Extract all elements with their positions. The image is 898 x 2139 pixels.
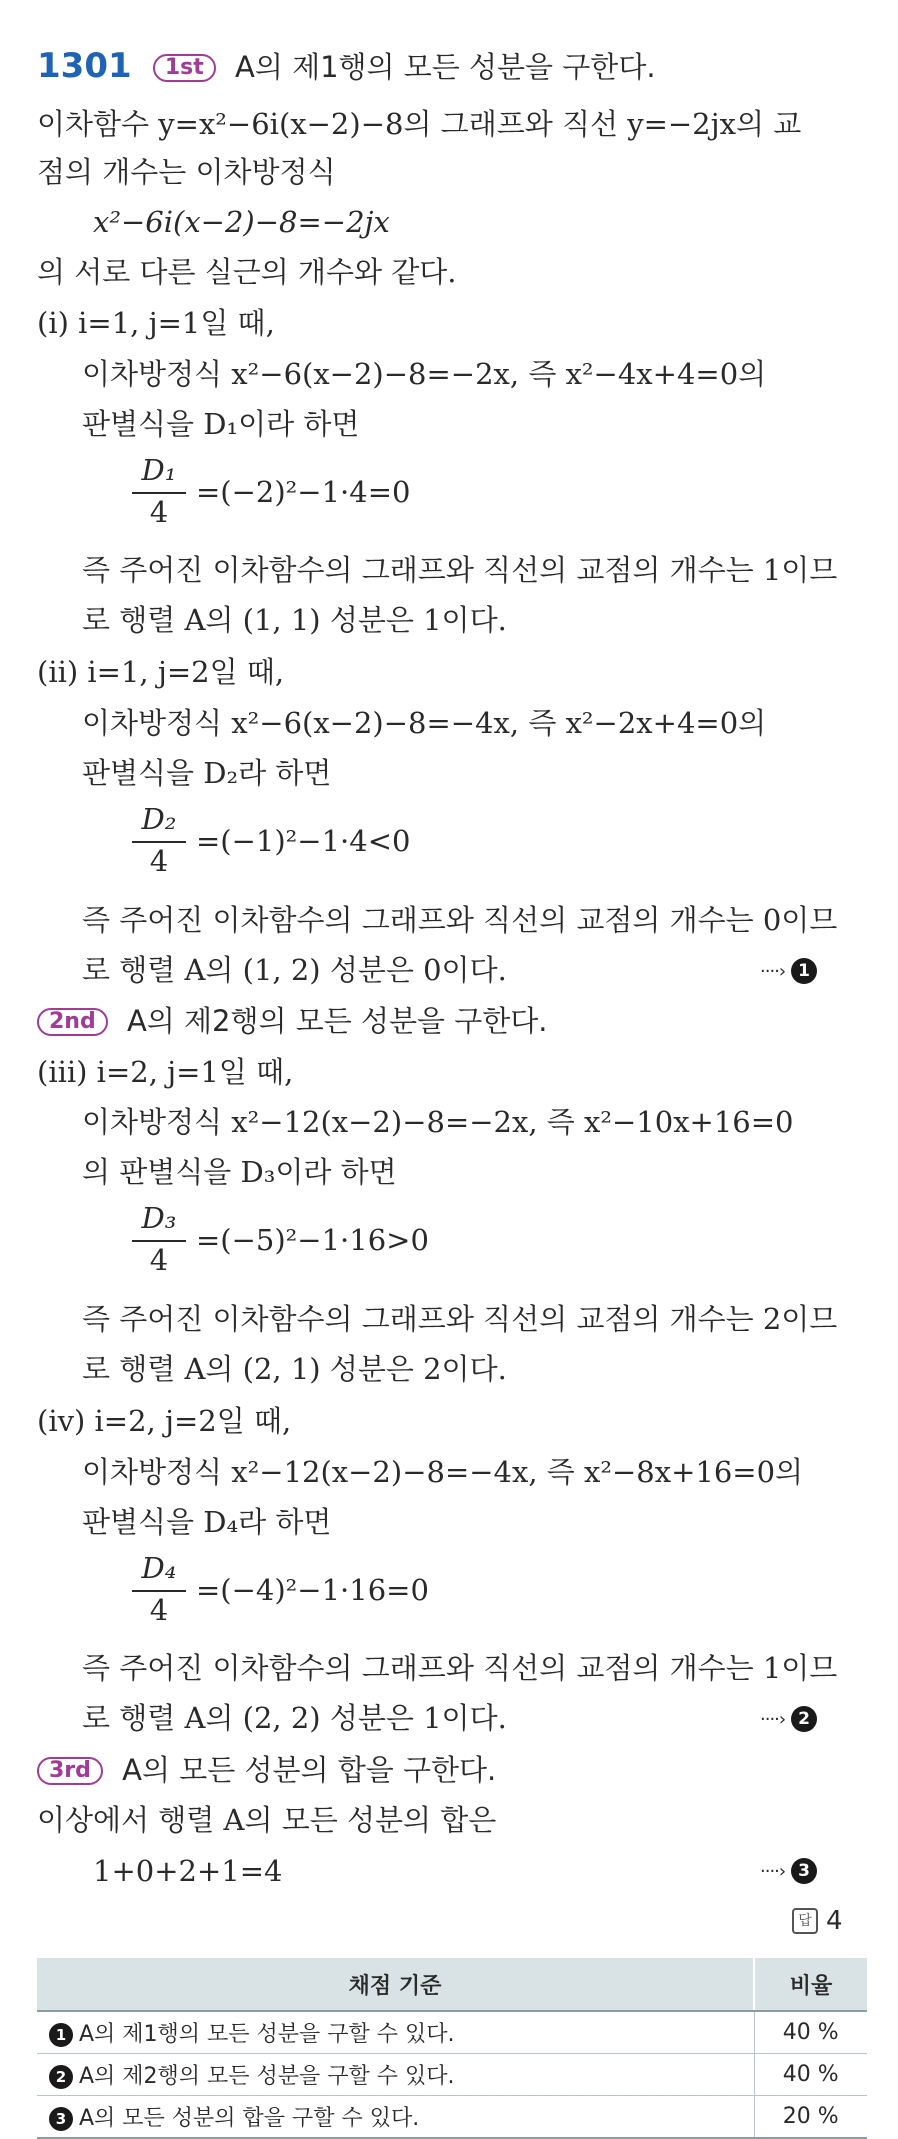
case-4-heading: (ⅳ) i=2, j=2일 때, xyxy=(37,1404,292,1438)
ratio-cell: 40 % xyxy=(754,2054,867,2096)
text-line: 이차방정식 x²−6(x−2)−8=−2x, 즉 x²−4x+4=0의 xyxy=(82,357,767,391)
ratio-cell: 20 % xyxy=(754,2096,867,2139)
answer-value: 4 xyxy=(826,1906,843,1936)
problem-number: 1301 xyxy=(37,46,132,86)
circled-number-icon: 2 xyxy=(49,2065,73,2089)
circled-number-icon: 1 xyxy=(49,2023,73,2047)
case-2-heading: (ⅱ) i=1, j=2일 때, xyxy=(37,655,285,689)
equation-rest: =(−2)²−1·4=0 xyxy=(196,475,411,509)
fraction-denominator: 4 xyxy=(149,1243,169,1277)
step1-badge: 1st xyxy=(153,54,216,82)
table-row xyxy=(37,2054,867,2096)
arrow-icon: ····› xyxy=(760,961,786,982)
fraction-denominator: 4 xyxy=(149,495,169,529)
header-criterion: 채점 기준 xyxy=(37,1958,754,2011)
text-line: 이차함수 y=x²−6i(x−2)−8의 그래프와 직선 y=−2jx의 교 xyxy=(37,107,802,141)
text-line: 점의 개수는 이차방정식 xyxy=(37,155,336,189)
step2-badge: 2nd xyxy=(37,1008,108,1036)
text-line: 판별식을 D₂라 하면 xyxy=(82,756,332,790)
ratio-cell: 40 % xyxy=(754,2011,867,2054)
text-line: 즉 주어진 이차함수의 그래프와 직선의 교점의 개수는 1이므 xyxy=(82,1651,838,1685)
answer-icon: 답 xyxy=(792,1908,818,1934)
text-line: 즉 주어진 이차함수의 그래프와 직선의 교점의 개수는 1이므 xyxy=(82,553,838,587)
step2-header xyxy=(37,1001,548,1041)
case-1-heading: (ⅰ) i=1, j=1일 때, xyxy=(37,306,275,340)
text-line: 이차방정식 x²−12(x−2)−8=−4x, 즉 x²−8x+16=0의 xyxy=(82,1455,804,1489)
step3-header xyxy=(37,1750,496,1790)
circled-number-icon: 2 xyxy=(791,1706,817,1732)
table-row xyxy=(37,2096,867,2139)
step-marker-3 xyxy=(760,1858,817,1884)
circled-number-icon: 1 xyxy=(791,958,817,984)
fraction-numerator: D₃ xyxy=(141,1201,177,1235)
criterion-text: A의 제1행의 모든 성분을 구할 수 있다. xyxy=(79,2022,455,2047)
equation-line: x²−6i(x−2)−8=−2jx xyxy=(93,205,390,239)
circled-number-icon: 3 xyxy=(791,1858,817,1884)
step3-badge: 3rd xyxy=(37,1757,103,1785)
text-line: 판별식을 D₁이라 하면 xyxy=(82,407,360,441)
sum-equation: 1+0+2+1=4 xyxy=(93,1854,283,1888)
problem-header xyxy=(37,46,656,87)
text-line: 로 행렬 A의 (1, 2) 성분은 0이다. xyxy=(82,953,507,987)
table-row xyxy=(37,2011,867,2054)
step2-title: A의 제2행의 모든 성분을 구한다. xyxy=(126,1004,548,1038)
arrow-icon: ····› xyxy=(760,1709,786,1730)
text-line: 판별식을 D₄라 하면 xyxy=(82,1505,332,1539)
text-line: 의 서로 다른 실근의 개수와 같다. xyxy=(37,255,457,289)
fraction-denominator: 4 xyxy=(149,1593,169,1627)
case-3-heading: (ⅲ) i=2, j=1일 때, xyxy=(37,1055,294,1089)
criterion-cell xyxy=(37,2054,754,2096)
answer xyxy=(792,1906,843,1936)
step-marker-1 xyxy=(760,958,817,984)
text-line: 즉 주어진 이차함수의 그래프와 직선의 교점의 개수는 0이므 xyxy=(82,903,838,937)
arrow-icon: ····› xyxy=(760,1861,786,1882)
text-line: 이차방정식 x²−12(x−2)−8=−2x, 즉 x²−10x+16=0 xyxy=(82,1105,794,1139)
criterion-text: A의 모든 성분의 합을 구할 수 있다. xyxy=(79,2106,420,2131)
header-ratio: 비율 xyxy=(754,1958,867,2011)
equation-rest: =(−5)²−1·16>0 xyxy=(196,1223,429,1257)
table-header-row xyxy=(37,1958,867,2011)
text-line: 이상에서 행렬 A의 모든 성분의 합은 xyxy=(37,1803,497,1837)
fraction-numerator: D₂ xyxy=(141,802,177,836)
text-line: 이차방정식 x²−6(x−2)−8=−4x, 즉 x²−2x+4=0의 xyxy=(82,706,767,740)
fraction-denominator: 4 xyxy=(149,844,169,878)
text-line: 로 행렬 A의 (2, 1) 성분은 2이다. xyxy=(82,1352,507,1386)
text-line: 로 행렬 A의 (2, 2) 성분은 1이다. xyxy=(82,1701,507,1735)
fraction-numerator: D₁ xyxy=(141,453,177,487)
grading-criteria-table xyxy=(37,1958,867,2139)
criterion-text: A의 제2행의 모든 성분을 구할 수 있다. xyxy=(79,2064,455,2089)
equation-rest: =(−1)²−1·4<0 xyxy=(196,824,411,858)
criterion-cell xyxy=(37,2011,754,2054)
step1-title: A의 제1행의 모든 성분을 구한다. xyxy=(235,50,656,84)
criterion-cell xyxy=(37,2096,754,2139)
equation-rest: =(−4)²−1·16=0 xyxy=(196,1573,429,1607)
text-line: 로 행렬 A의 (1, 1) 성분은 1이다. xyxy=(82,603,507,637)
text-line: 의 판별식을 D₃이라 하면 xyxy=(82,1155,397,1189)
fraction-numerator: D₄ xyxy=(141,1551,177,1585)
step-marker-2 xyxy=(760,1706,817,1732)
circled-number-icon: 3 xyxy=(49,2107,73,2131)
step3-title: A의 모든 성분의 합을 구한다. xyxy=(122,1753,497,1787)
text-line: 즉 주어진 이차함수의 그래프와 직선의 교점의 개수는 2이므 xyxy=(82,1302,838,1336)
